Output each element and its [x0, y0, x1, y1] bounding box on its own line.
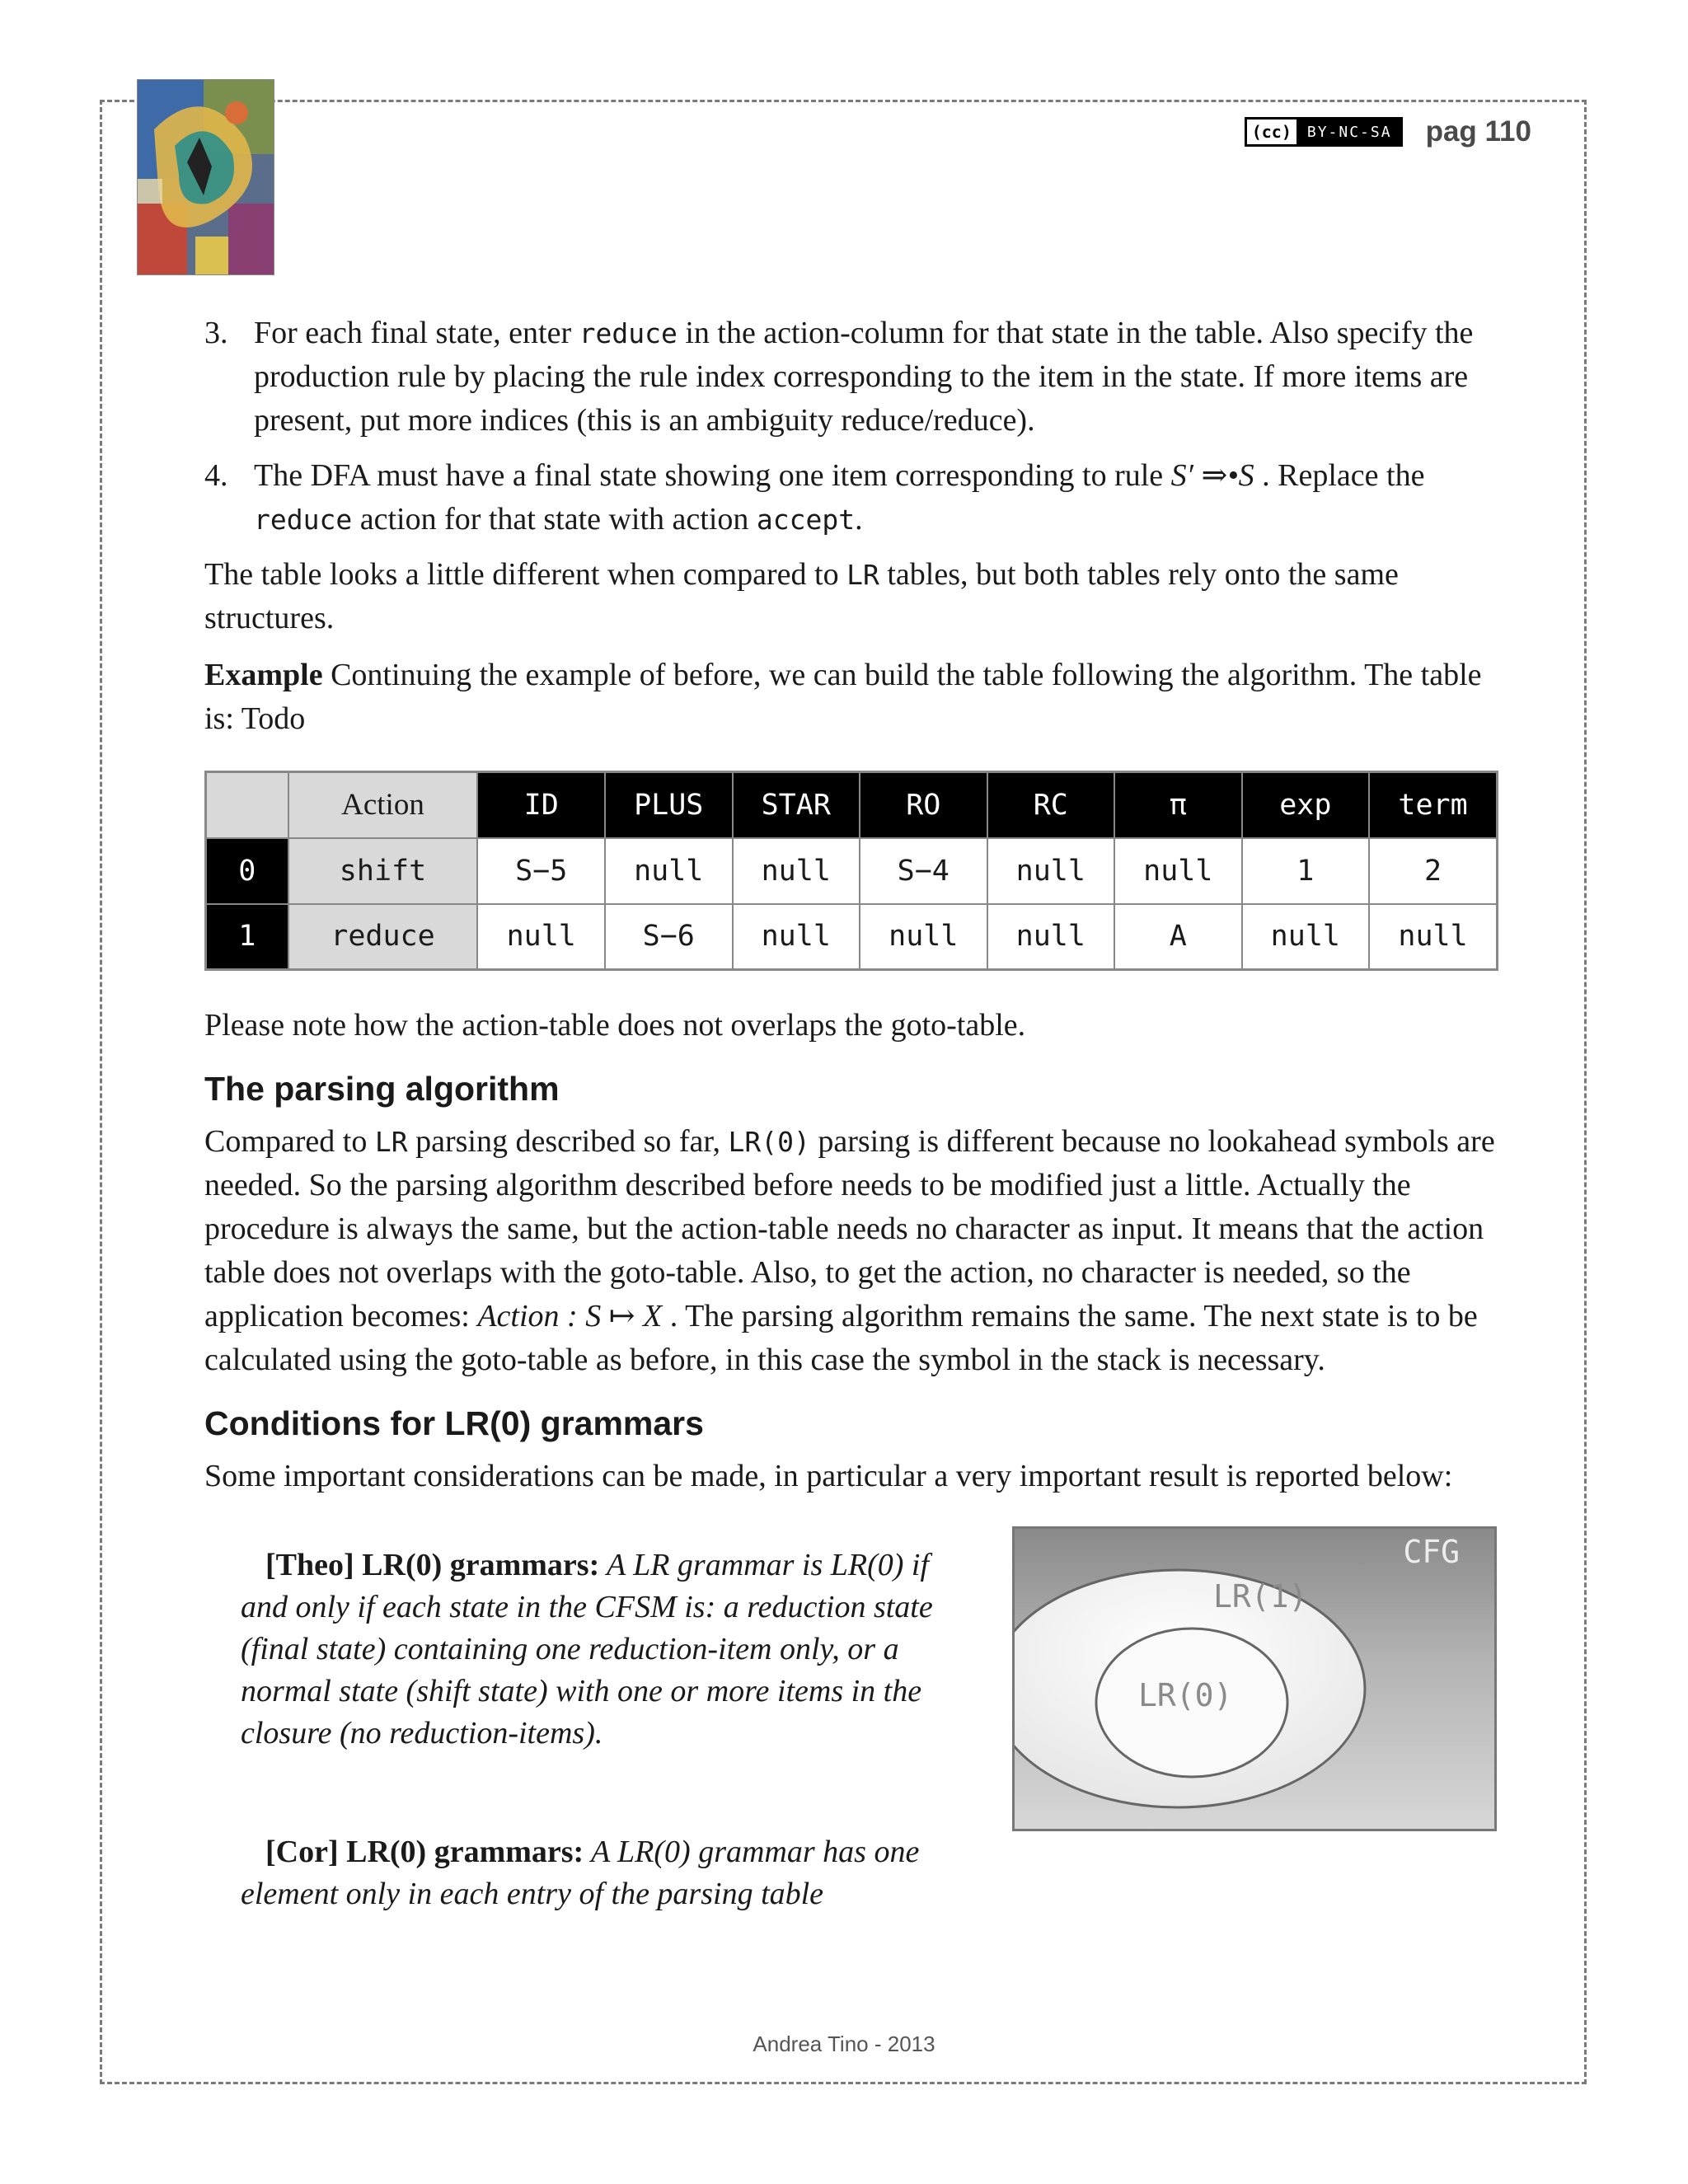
algorithm-steps — [204, 312, 1500, 541]
table-cell: null — [733, 904, 860, 970]
paragraph-conditions: Some important considerations can be made, in particular a very important result is reported below: — [204, 1459, 1453, 1493]
cover-artwork — [138, 80, 274, 274]
step-text: The DFA must have a final state showing one item corresponding to rule — [254, 458, 1171, 493]
table-cell: null — [1114, 838, 1242, 904]
venn-shapes — [1015, 1529, 1494, 1829]
table-cell: S−4 — [860, 838, 987, 904]
page-header — [1245, 114, 1531, 150]
column-header: STAR — [733, 772, 860, 838]
cc-license-badge[interactable] — [1245, 117, 1403, 147]
table-cell: reduce — [288, 904, 478, 970]
theorem-area — [204, 1511, 1500, 1973]
column-header: term — [1369, 772, 1497, 838]
table-cell: null — [1242, 904, 1370, 970]
math-action: Action : S ↦ X — [477, 1299, 663, 1333]
column-header: exp — [1242, 772, 1370, 838]
example-label: Example — [204, 658, 323, 692]
text: The table looks a little different when compared to — [204, 557, 847, 592]
table-cell: null — [733, 838, 860, 904]
table-cell: null — [860, 904, 987, 970]
text: tables, but both tables rely onto the same structures. — [204, 557, 1399, 635]
table-header-row — [206, 772, 1498, 838]
section-title-conditions: Conditions for LR(0) grammars — [204, 1404, 704, 1442]
table-row — [206, 838, 1498, 904]
text: Compared to — [204, 1124, 375, 1159]
list-item — [204, 312, 1500, 443]
code-lr0: LR(0) — [728, 1126, 810, 1158]
row-header: 1 — [206, 904, 288, 970]
page-content — [204, 312, 1500, 1973]
table-cell: 1 — [1242, 838, 1370, 904]
step-number: 4. — [204, 458, 228, 493]
book-cover-image — [137, 79, 274, 275]
step-text: . Replace the — [1254, 458, 1425, 493]
theorem-text: A LR grammar is LR(0) if and only if each state in the CFSM is: a reduction state (final state) containing one reduction-item only, or a normal state (shift state) with one or more items in the closure (no reduction-items). — [241, 1548, 933, 1750]
table-cell: null — [605, 838, 733, 904]
step-number: 3. — [204, 316, 228, 350]
grammar-venn-diagram — [1012, 1526, 1497, 1831]
table-cell: 2 — [1369, 838, 1497, 904]
text: . The parsing algorithm remains the same. The next state is to be calculated using the goto-table as before, in this case the symbol in the stack is necessary. — [204, 1299, 1478, 1377]
code-lr: LR — [846, 559, 879, 591]
row-header: 0 — [206, 838, 288, 904]
text: parsing is different because no lookahead symbols are needed. So the parsing algorithm described before needs to be modified just a little. Actually the procedure is always the same, but the action-table needs no character as input. It means that the action table does not overlaps with the goto-table. Also, to get the action, no character is needed, so the application becomes: — [204, 1124, 1495, 1333]
column-header: π — [1114, 772, 1242, 838]
step-text: For each final state, enter — [254, 316, 579, 350]
page-footer: Andrea Tino - 2013 — [753, 2032, 935, 2056]
table-cell: null — [987, 904, 1115, 970]
code-reduce: reduce — [254, 504, 353, 536]
column-header: RC — [987, 772, 1115, 838]
corollary-title: [Cor] LR(0) grammars: — [265, 1835, 584, 1869]
corollary-block — [241, 1831, 966, 1915]
theorem-block — [241, 1544, 966, 1755]
step-text: . — [855, 502, 863, 537]
step-text: in the action-column for that state in the table. Also specify the production rule by placing the rule index corresponding to the item in the state. If more items are present, put more indices (this is an ambiguity reduce/reduce). — [254, 316, 1474, 438]
table-cell: null — [477, 904, 605, 970]
code-accept: accept — [756, 504, 856, 536]
paragraph-note: Please note how the action-table does not overlaps the goto-table. — [204, 1008, 1026, 1043]
list-item — [204, 454, 1500, 541]
lr0-label: LR(0) — [1138, 1677, 1233, 1713]
code-reduce: reduce — [579, 317, 678, 349]
code-lr: LR — [374, 1126, 408, 1158]
table-cell: null — [1369, 904, 1497, 970]
license-label: BY-NC-SA — [1299, 120, 1400, 144]
table-cell: S−6 — [605, 904, 733, 970]
table-corner-cell — [206, 772, 288, 838]
table-row — [206, 904, 1498, 970]
paragraph-parsing — [204, 1120, 1500, 1382]
paragraph-example — [204, 654, 1500, 741]
action-table — [204, 771, 1498, 971]
table-cell: S−5 — [477, 838, 605, 904]
text: Continuing the example of before, we can build the table following the algorithm. The table is: Todo — [204, 658, 1482, 736]
text: parsing described so far, — [407, 1124, 729, 1159]
cc-symbol: (cc) — [1247, 120, 1299, 144]
table-cell: A — [1114, 904, 1242, 970]
table-cell: null — [987, 838, 1115, 904]
column-header: RO — [860, 772, 987, 838]
math-rule: S′ ⇒•S — [1170, 458, 1254, 493]
theorem-title: [Theo] LR(0) grammars: — [265, 1548, 600, 1582]
table-cell: shift — [288, 838, 478, 904]
page-number: pag 110 — [1425, 115, 1531, 148]
column-header: PLUS — [605, 772, 733, 838]
step-text: action for that state with action — [352, 502, 757, 537]
paragraph-tables — [204, 553, 1500, 640]
column-header: Action — [288, 772, 478, 838]
corollary-text: A LR(0) grammar has one element only in each entry of the parsing table — [241, 1835, 920, 1911]
cfg-label: CFG — [1403, 1534, 1460, 1570]
column-header: ID — [477, 772, 605, 838]
section-title-parsing: The parsing algorithm — [204, 1070, 560, 1108]
lr1-label: LR(1) — [1213, 1578, 1308, 1615]
